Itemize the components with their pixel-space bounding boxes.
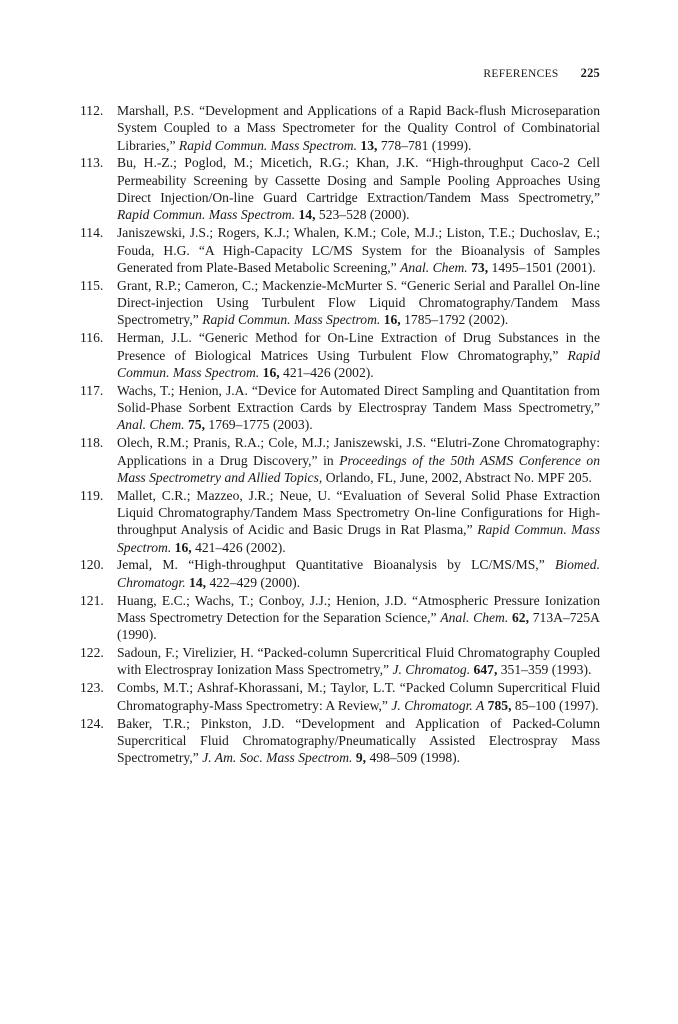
- page-number: 225: [580, 66, 600, 80]
- reference-entry: [80, 329, 600, 381]
- reference-number: 116.: [80, 330, 104, 346]
- reference-authors: Marshall, P.S.: [117, 103, 195, 118]
- reference-journal: J. Am. Soc. Mass Spectrom.: [202, 750, 353, 766]
- reference-volume: 785,: [487, 697, 512, 713]
- reference-pages: 421–426 (2002).: [195, 539, 286, 555]
- reference-authors: Olech, R.M.; Pranis, R.A.; Cole, M.J.; Janiszewski, J.S.: [117, 435, 427, 451]
- reference-authors: Wachs, T.; Henion, J.A.: [117, 382, 248, 398]
- reference-authors: Herman, J.L.: [117, 330, 192, 346]
- reference-entry: [80, 487, 600, 556]
- reference-pages: 523–528 (2000).: [318, 207, 410, 223]
- reference-authors: Baker, T.R.; Pinkston, J.D.: [117, 715, 285, 731]
- running-header: [483, 66, 600, 81]
- reference-entry: [80, 644, 600, 679]
- reference-number: 120.: [80, 557, 104, 573]
- reference-entry: [80, 434, 600, 486]
- reference-number: 118.: [80, 435, 104, 451]
- reference-volume: 14,: [189, 574, 207, 590]
- reference-journal: Proceedings of the 50th ASMS Conference on Mass Spectrometry and Allied Topics,: [117, 452, 600, 485]
- reference-title: “Development and Application of Packed-Column Supercritical Fluid Chromatography/Pneumatically Assisted Electrospray Mass Spectrometry,”: [117, 715, 600, 766]
- reference-number: 124.: [80, 715, 104, 731]
- reference-pages: 85–100 (1997).: [514, 697, 599, 713]
- reference-title: “Evaluation of Several Solid Phase Extraction Liquid Chromatography/Tandem Mass Spectrometry On-line Configurations for High-throughput Analysis of Acidic and Basic Drugs in Rat Plasma,”: [117, 487, 600, 538]
- reference-journal: Rapid Commun. Mass Spectrom.: [117, 207, 296, 223]
- reference-journal: Biomed. Chromatogr.: [117, 557, 600, 590]
- reference-entry: [80, 382, 600, 434]
- reference-title: “Generic Serial and Parallel On-line Direct-injection Using Turbulent Flow Liquid Chromatography/Tandem Mass Spectrometry,”: [117, 277, 600, 328]
- reference-entry: [80, 224, 600, 276]
- reference-journal: Anal. Chem.: [440, 609, 509, 625]
- reference-pages: 713A–725A (1990).: [117, 609, 600, 643]
- reference-pages: 1785–1792 (2002).: [404, 312, 509, 328]
- reference-volume: 647,: [473, 662, 498, 678]
- section-title: REFERENCES: [483, 68, 559, 80]
- reference-pages: 1495–1501 (2001).: [491, 259, 596, 275]
- reference-journal: Rapid Commun. Mass Spectrom.: [202, 312, 381, 328]
- reference-list: [80, 102, 600, 767]
- reference-volume: 75,: [188, 417, 205, 433]
- reference-authors: Mallet, C.R.; Mazzeo, J.R.; Neue, U.: [117, 487, 331, 503]
- reference-pages: 498–509 (1998).: [369, 750, 461, 766]
- reference-pages: 421–426 (2002).: [283, 364, 374, 380]
- reference-title: “Atmospheric Pressure Ionization Mass Spectrometry Detection for the Separation Science,”: [117, 592, 600, 625]
- reference-title: “Development and Applications of a Rapid Back-flush Microseparation System Coupled to a Mass Spectrometer for the Quality Control of Combinatorial Libraries,”: [117, 103, 600, 153]
- reference-entry: [80, 277, 600, 329]
- reference-authors: Grant, R.P.; Cameron, C.; Mackenzie-McMurter S.: [117, 277, 398, 293]
- reference-volume: 16,: [383, 312, 401, 328]
- reference-title: “Generic Method for On-Line Extraction of Drug Substances in the Presence of Biological Matrices Using Turbulent Flow Chromatography,”: [117, 330, 600, 363]
- reference-entry: [80, 592, 600, 644]
- reference-volume: 16,: [262, 364, 280, 380]
- reference-authors: Huang, E.C.; Wachs, T.; Conboy, J.J.; Henion, J.D.: [117, 592, 407, 608]
- reference-volume: 16,: [174, 539, 192, 555]
- reference-title: “High-throughput Caco-2 Cell Permeability Screening by Cassette Dosing and Sample Pooling Approaches Using Direct Injection/On-line Guard Cartridge Extraction/Tandem Mass Spectrometry,”: [117, 155, 600, 206]
- reference-authors: Jemal, M.: [117, 557, 178, 573]
- reference-volume: 73,: [471, 259, 489, 275]
- reference-journal: Rapid Commun. Mass Spectrom.: [117, 347, 600, 380]
- reference-volume: 13,: [360, 137, 378, 153]
- reference-authors: Bu, H.-Z.; Poglod, M.; Micetich, R.G.; Khan, J.K.: [117, 155, 419, 171]
- reference-number: 117.: [80, 382, 104, 398]
- reference-number: 119.: [80, 487, 104, 503]
- reference-authors: Combs, M.T.; Ashraf-Khorassani, M.; Taylor, L.T.: [117, 680, 396, 696]
- reference-title: “A High-Capacity LC/MS System for the Bioanalysis of Samples Generated from Plate-Based Metabolic Screening,”: [117, 242, 600, 275]
- reference-pages: 422–429 (2000).: [209, 574, 301, 590]
- reference-number: 113.: [80, 155, 104, 171]
- reference-entry: [80, 715, 600, 767]
- reference-title: “Device for Automated Direct Sampling and Quantitation from Solid-Phase Sorbent Extraction Cards by Electrospray Tandem Mass Spectrometry,”: [117, 382, 600, 416]
- reference-journal: Rapid Commun. Mass Spectrom.: [117, 522, 601, 555]
- reference-title: “Elutri-Zone Chromatography: Applications in a Drug Discovery,” in: [117, 435, 600, 468]
- reference-authors: Sadoun, F.; Virelizier, H.: [117, 645, 254, 661]
- reference-pages: Orlando, FL, June, 2002, Abstract No. MPF 205.: [325, 469, 592, 485]
- reference-title: “Packed Column Supercritical Fluid Chromatography-Mass Spectrometry: A Review,”: [117, 680, 600, 713]
- reference-journal: J. Chromatog.: [392, 662, 471, 678]
- reference-title: “High-throughput Quantitative Bioanalysis by LC/MS/MS,”: [188, 557, 545, 573]
- reference-number: 121.: [80, 592, 104, 608]
- reference-entry: [80, 556, 600, 591]
- reference-volume: 9,: [355, 750, 367, 766]
- reference-journal: J. Chromatogr. A: [391, 697, 485, 713]
- reference-entry: [80, 102, 600, 154]
- reference-pages: 778–781 (1999).: [380, 137, 472, 153]
- reference-entry: [80, 154, 600, 223]
- reference-number: 112.: [80, 103, 104, 118]
- reference-pages: 351–359 (1993).: [500, 662, 592, 678]
- reference-journal: Anal. Chem.: [117, 417, 185, 433]
- reference-journal: Rapid Commun. Mass Spectrom.: [178, 137, 357, 153]
- reference-number: 115.: [80, 277, 104, 293]
- reference-journal: Anal. Chem.: [400, 259, 468, 275]
- reference-number: 123.: [80, 680, 104, 696]
- reference-volume: 62,: [512, 609, 529, 625]
- reference-volume: 14,: [298, 207, 316, 223]
- reference-number: 114.: [80, 225, 104, 241]
- reference-pages: 1769–1775 (2003).: [208, 417, 313, 433]
- reference-authors: Janiszewski, J.S.; Rogers, K.J.; Whalen, K.M.; Cole, M.J.; Liston, T.E.; Duchoslav, E.; Fouda, H.G.: [117, 225, 600, 258]
- reference-number: 122.: [80, 645, 104, 661]
- reference-title: “Packed-column Supercritical Fluid Chromatography Coupled with Electrospray Ionization Mass Spectrometry,”: [117, 645, 600, 678]
- reference-entry: [80, 679, 600, 714]
